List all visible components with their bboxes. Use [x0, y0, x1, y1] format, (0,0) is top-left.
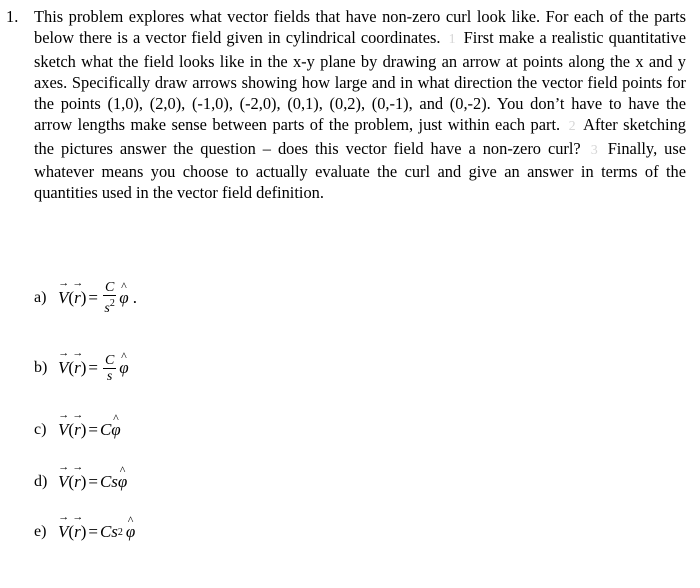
vector-r: → r: [74, 358, 81, 378]
vector-r: → r: [74, 472, 81, 492]
part-label: a): [34, 289, 47, 306]
part-c: [34, 412, 121, 448]
left-paren: (: [68, 522, 75, 541]
part-d: [34, 464, 127, 500]
vector-field-equation: [58, 353, 129, 384]
exponent: 2: [117, 526, 123, 538]
step-marker-3: 3: [590, 142, 598, 158]
vector-r: → r: [74, 420, 81, 440]
vector-V: → V: [58, 288, 68, 308]
numerator: C: [104, 280, 115, 295]
vector-field-equation: [58, 420, 121, 440]
part-e: [34, 514, 135, 550]
right-paren: ): [80, 358, 87, 377]
part-label: b): [34, 359, 48, 376]
step-marker-2: 2: [568, 119, 576, 135]
equals-sign: =: [88, 358, 98, 377]
statement-part-1: This problem explores what vector fields that have non-zero curl look like. For each of the parts below there is a vector field given in cylindrical coordinates.: [34, 7, 686, 48]
phi-hat: ^ φ: [119, 288, 128, 308]
right-paren: ): [80, 420, 87, 439]
vector-r: → r: [74, 522, 81, 542]
step-marker-1: 1: [448, 32, 456, 48]
fraction: [103, 280, 116, 316]
vector-field-equation: [58, 472, 127, 492]
left-paren: (: [68, 472, 75, 491]
vector-V: → V: [58, 358, 68, 378]
coefficient: Cs: [99, 472, 118, 491]
equals-sign: =: [88, 420, 98, 439]
coefficient: C: [99, 420, 112, 439]
statement-part-2: First make a realistic quantitative sketch what the field looks like in the x-y plane by drawing an arrow at points along the x and y axes. Specifically draw arrows showing how large and in what direction the vector field points for the points (1,0), (2,0), (-1,0), (-2,0), (0,1), (0,2), (0,-1), and (0,-2). You don’t have to have the arrow lengths make sense between parts of the problem, just within each part.: [34, 28, 686, 135]
right-paren: ): [80, 522, 87, 541]
statement-part-3: After sketching the pictures answer the question – does this vector field have a non-zero curl?: [34, 115, 686, 158]
denominator: [104, 296, 114, 316]
equals-sign: =: [88, 522, 98, 541]
left-paren: (: [68, 288, 75, 307]
left-paren: (: [68, 358, 75, 377]
problem-number: 1.: [6, 7, 19, 26]
equals-sign: =: [88, 288, 98, 307]
right-paren: ): [80, 288, 87, 307]
coefficient: Cs: [99, 522, 118, 541]
part-label: c): [34, 421, 47, 438]
numerator: C: [104, 352, 115, 368]
exponent: 2: [109, 298, 115, 309]
part-b: [34, 350, 129, 386]
phi-hat: ^ φ: [111, 420, 120, 440]
part-a: [34, 280, 137, 316]
vector-V: → V: [58, 472, 68, 492]
trailing-period: .: [132, 288, 137, 307]
phi-hat: ^ φ: [118, 472, 127, 492]
right-paren: ): [80, 472, 87, 491]
part-label: d): [34, 473, 48, 490]
phi-hat: ^ φ: [126, 522, 135, 542]
denominator: s: [106, 368, 113, 384]
denominator-base: s: [104, 301, 110, 316]
phi-hat: ^ φ: [119, 358, 128, 378]
vector-V: → V: [58, 420, 68, 440]
problem-statement: [34, 6, 686, 204]
statement-part-4: Finally, use whatever means you choose to actually evaluate the curl and give an answer in terms of the quantities used in the vector field definition.: [34, 138, 686, 203]
vector-V: → V: [58, 522, 68, 542]
equals-sign: =: [88, 472, 98, 491]
vector-field-equation: [58, 280, 137, 316]
vector-r: → r: [74, 288, 81, 308]
vector-field-equation: [58, 522, 135, 542]
part-label: e): [34, 523, 47, 540]
fraction: [103, 353, 116, 384]
left-paren: (: [68, 420, 75, 439]
